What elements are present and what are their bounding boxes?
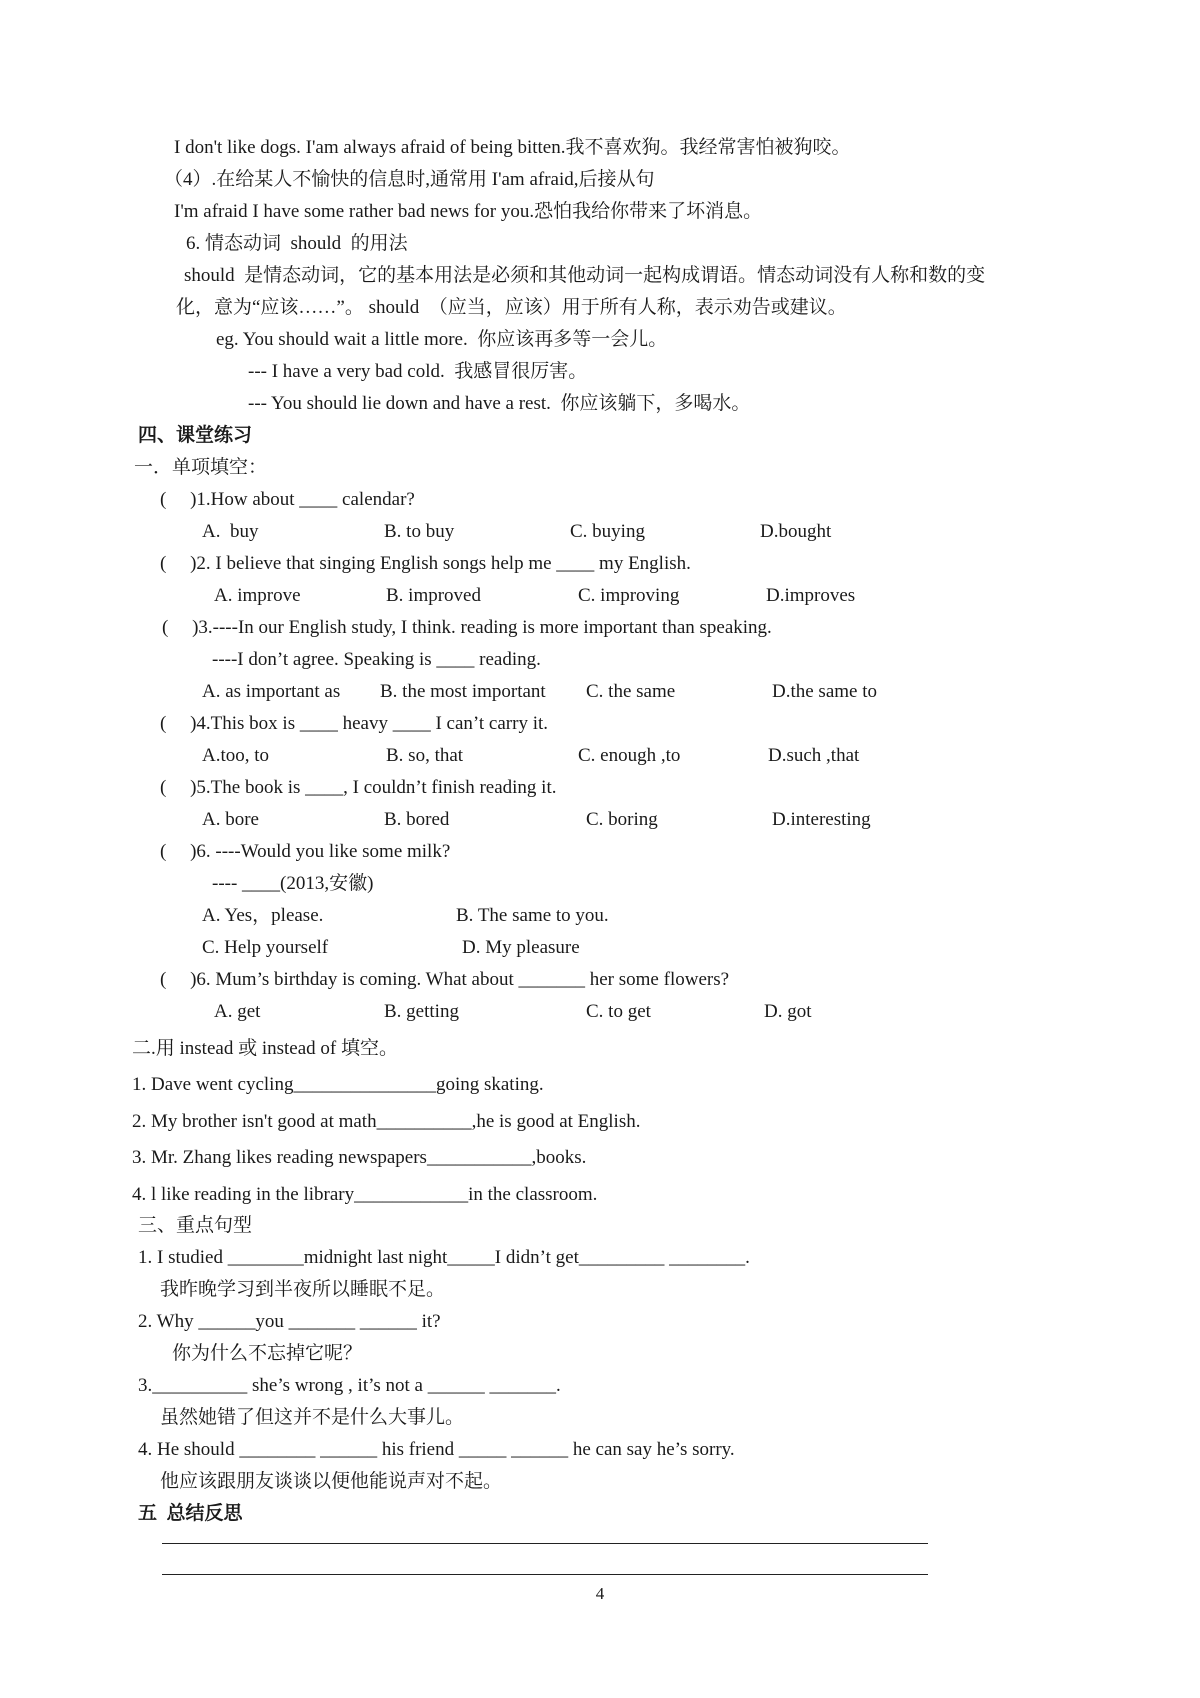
example-3: --- You should lie down and have a rest. 你应该躺下，多喝水。: [248, 393, 751, 414]
note-line-2: （4）.在给某人不愉快的信息时,通常用 I'am afraid,后接从句: [164, 169, 655, 190]
fill-item: 3. Mr. Zhang likes reading newspapers___________,books.: [132, 1147, 587, 1168]
question-option: D.bought: [760, 521, 832, 542]
pattern-chinese: 我昨晚学习到半夜所以睡眠不足。: [160, 1279, 446, 1300]
part-3-title: 三、重点句型: [138, 1215, 253, 1236]
question-option: D. got: [764, 1001, 812, 1022]
question-option: D.interesting: [772, 809, 871, 830]
question-option: A. as important as: [202, 681, 341, 702]
question-option: A. get: [214, 1001, 261, 1022]
example-1: eg. You should wait a little more. 你应该再多等一会儿。: [216, 329, 668, 350]
question-option: D.improves: [766, 585, 856, 606]
question-option: C. Help yourself: [202, 937, 329, 958]
part-2-title: 二.用 instead 或 instead of 填空。: [132, 1038, 398, 1059]
question-stem: ( )4.This box is ____ heavy ____ I can’t carry it.: [160, 713, 549, 734]
fill-item: 2. My brother isn't good at math__________,he is good at English.: [132, 1111, 641, 1132]
question-stem: ( )2. I believe that singing English songs help me ____ my English.: [160, 553, 691, 574]
question-option: D.the same to: [772, 681, 878, 702]
pattern-english: 2. Why ______you _______ ______ it?: [138, 1311, 441, 1332]
note-line-1: I don't like dogs. I'am always afraid of being bitten.我不喜欢狗。我经常害怕被狗咬。: [174, 137, 851, 158]
question-option: B. bored: [384, 809, 450, 830]
question-option: C. boring: [586, 809, 658, 830]
question-option: B. to buy: [384, 521, 455, 542]
pattern-english: 4. He should ________ ______ his friend _____ ______ he can say he’s sorry.: [138, 1439, 735, 1460]
question-option: A. Yes，please.: [202, 905, 324, 926]
answer-line: [162, 1543, 928, 1544]
question-option: B. improved: [386, 585, 481, 606]
question-stem: ( )5.The book is ____, I couldn’t finish reading it.: [160, 777, 557, 798]
question-stem: ( )1.How about ____ calendar?: [160, 489, 415, 510]
page-number: 4: [595, 1584, 605, 1603]
question-stem: ( )6. ----Would you like some milk?: [160, 841, 451, 862]
question-option: C. the same: [586, 681, 676, 702]
question-stem-2: ---- ____(2013,安徽): [212, 873, 374, 894]
pattern-english: 1. I studied ________midnight last night_____I didn’t get_________ ________.: [138, 1247, 750, 1268]
question-option: C. to get: [586, 1001, 651, 1022]
question-option: B. getting: [384, 1001, 459, 1022]
section-5-title: 五 总结反思: [138, 1503, 243, 1524]
question-option: B. so, that: [386, 745, 464, 766]
answer-line: [162, 1574, 928, 1575]
section-4-title: 四、课堂练习: [138, 425, 253, 446]
question-stem-2: ----I don’t agree. Speaking is ____ reading.: [212, 649, 541, 670]
question-option: C. enough ,to: [578, 745, 681, 766]
part-1-title: 一．单项填空：: [134, 457, 268, 478]
question-option: B. the most important: [380, 681, 546, 702]
example-2: --- I have a very bad cold. 我感冒很厉害。: [248, 361, 588, 382]
pattern-chinese: 你为什么不忘掉它呢？: [172, 1343, 363, 1364]
should-heading: 6. 情态动词 should 的用法: [186, 233, 408, 254]
fill-item: 4. l like reading in the library____________in the classroom.: [132, 1184, 598, 1205]
pattern-chinese: 虽然她错了但这并不是什么大事儿。: [160, 1407, 465, 1428]
pattern-english: 3.__________ she’s wrong , it’s not a ______ _______.: [138, 1375, 561, 1396]
question-option: D. My pleasure: [462, 937, 580, 958]
question-option: D.such ,that: [768, 745, 860, 766]
note-line-3: I'm afraid I have some rather bad news for you.恐怕我给你带来了坏消息。: [174, 201, 763, 222]
question-option: C. improving: [578, 585, 680, 606]
question-option: B. The same to you.: [456, 905, 609, 926]
should-paragraph-2: 化，意为“应该……”。 should （应当，应该）用于所有人称，表示劝告或建议。: [176, 297, 847, 318]
should-paragraph-1: should 是情态动词，它的基本用法是必须和其他动词一起构成谓语。情态动词没有人称和数的变: [184, 265, 986, 286]
question-option: C. buying: [570, 521, 645, 542]
question-option: A.too, to: [202, 745, 270, 766]
pattern-chinese: 他应该跟朋友谈谈以便他能说声对不起。: [160, 1471, 503, 1492]
question-option: A. bore: [202, 809, 259, 830]
question-option: A. improve: [214, 585, 301, 606]
question-stem: ( )6. Mum’s birthday is coming. What about _______ her some flowers?: [160, 969, 730, 990]
question-option: A. buy: [202, 521, 259, 542]
question-stem: ( )3.----In our English study, I think. reading is more important than speaking.: [162, 617, 772, 638]
fill-item: 1. Dave went cycling_______________going skating.: [132, 1074, 544, 1095]
